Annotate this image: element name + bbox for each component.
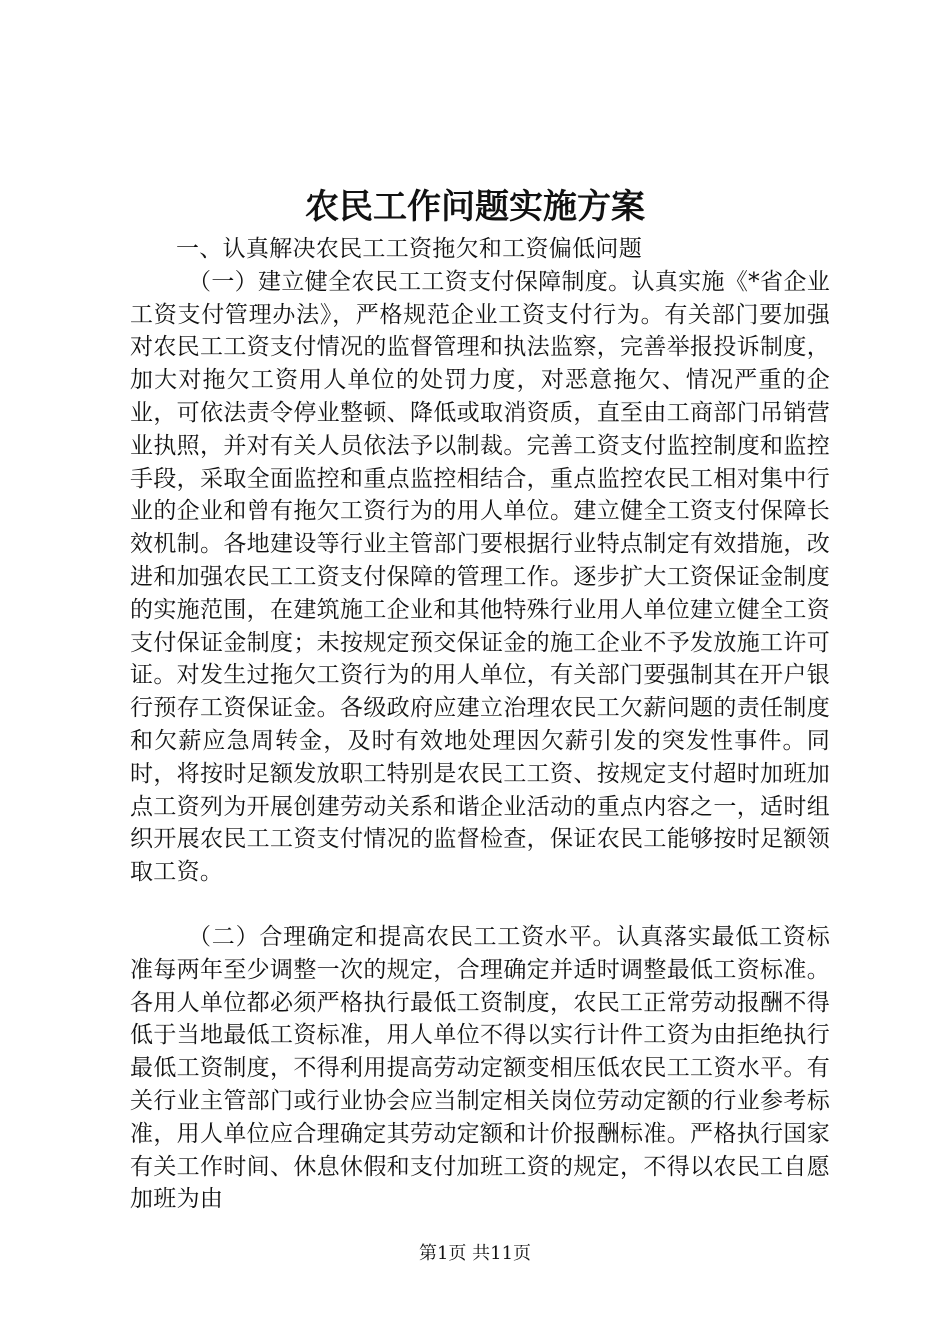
- paragraph-1: （一）建立健全农民工工资支付保障制度。认真实施《*省企业工资支付管理办法》，严格规范企业工资支付行为。有关部门要加强对农民工工资支付情况的监督管理和执法监察，完善举报投诉制度，加大对拖欠工资用人单位的处罚力度，对恶意拖欠、情况严重的企业，可依法责令停业整顿、降低或取消资质，直至由工商部门吊销营业执照，并对有关人员依法予以制裁。完善工资支付监控制度和监控手段，采取全面监控和重点监控相结合，重点监控农民工相对集中行业的企业和曾有拖欠工资行为的用人单位。建立健全工资支付保障长效机制。各地建设等行业主管部门要根据行业特点制定有效措施，改进和加强农民工工资支付保障的管理工作。逐步扩大工资保证金制度的实施范围，在建筑施工企业和其他特殊行业用人单位建立健全工资支付保证金制度；未按规定预交保证金的施工企业不予发放施工许可证。对发生过拖欠工资行为的用人单位，有关部门要强制其在开户银行预存工资保证金。各级政府应建立治理农民工欠薪问题的责任制度和欠薪应急周转金，及时有效地处理因欠薪引发的突发性事件。同时，将按时足额发放职工特别是农民工工资、按规定支付超时加班加点工资列为开展创建劳动关系和谐企业活动的重点内容之一，适时组织开展农民工工资支付情况的监督检查，保证农民工能够按时足额领取工资。: [130, 268, 830, 886]
- section-heading: 一、认真解决农民工工资拖欠和工资偏低问题: [176, 236, 642, 262]
- page-footer: 第1页 共11页: [418, 1243, 532, 1264]
- document-body: [130, 233, 830, 1216]
- paragraph-2: （二）合理确定和提高农民工工资水平。认真落实最低工资标准每两年至少调整一次的规定，合理确定并适时调整最低工资标准。各用人单位都必须严格执行最低工资制度，农民工正常劳动报酬不得低于当地最低工资标准，用人单位不得以实行计件工资为由拒绝执行最低工资制度，不得利用提高劳动定额变相压低农民工工资水平。有关行业主管部门或行业协会应当制定相关岗位劳动定额的行业参考标准，用人单位应合理确定其劳动定额和计价报酬标准。严格执行国家有关工作时间、休息休假和支付加班工资的规定，不得以农民工自愿加班为由: [130, 923, 830, 1213]
- document-title: 农民工作问题实施方案: [305, 187, 645, 227]
